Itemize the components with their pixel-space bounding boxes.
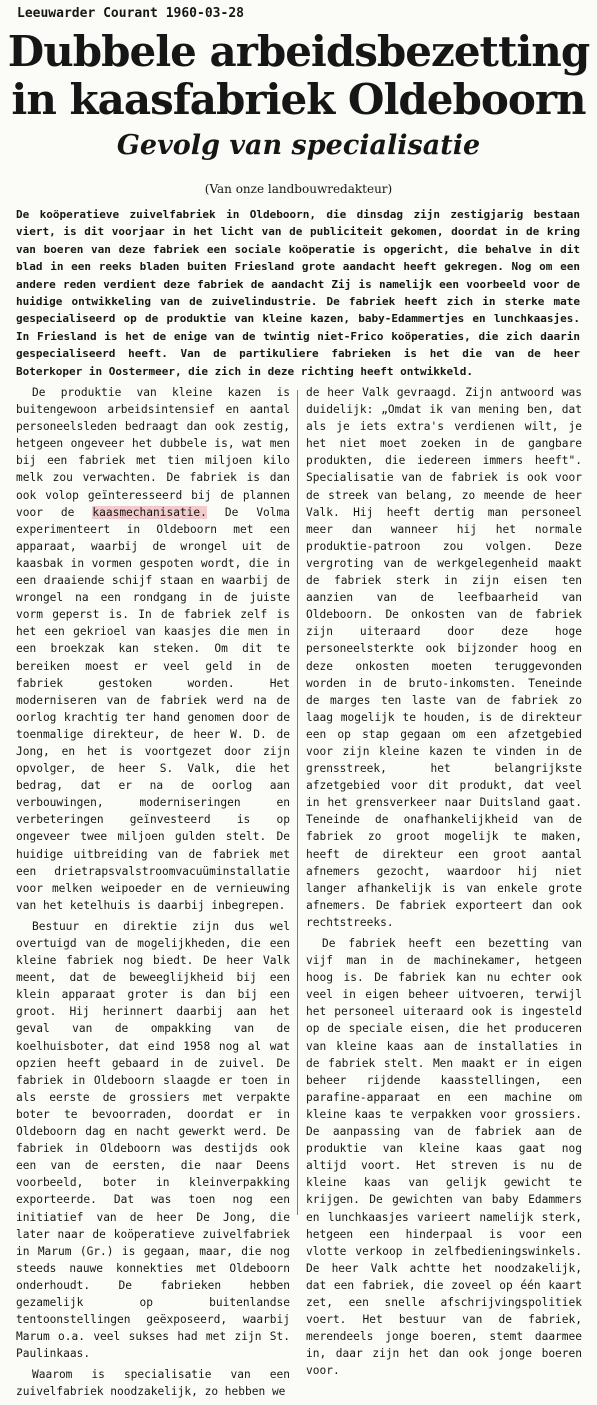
left-paragraph-3: Waarom is specialisatie van een zuivelfabriek noodzakelijk, zo hebben we [16,1368,290,1399]
newspaper-source: Leeuwarder Courant 1960-03-28 [17,6,244,21]
right-paragraph-2: De fabriek heeft een bezetting van vijf man in de machinekamer, hetgeen hoog is. De fabriek kan nu echter ook veel in eigen beheer uitvoeren, terwijl het personeel uiteraard ook is ingesteld op de speciale eisen, die het produceren van kleine kaas aan de installaties in de fabriek stelt. Men maakt er in eigen beheer rijdende kaasstellingen, een parafine-apparaat en een machine om kleine kaas te verpakken voor grossiers. De aanpassing van de fabriek aan de produktie van kleine kaas gaat nog altijd voort. Het streven is nu de kleine kaas van gelijk gewicht te krijgen. De gewichten van baby Edammers en lunchkaasjes varieert namelijk sterk, hetgeen een hinderpaal is voor een vlotte verkoop in zelfbedieningswinkels. De heer Valk achtte het noodzakelijk, dat een fabriek, die zoveel op één kaart zet, een snelle afschrijvingspolitiek voert. Het bestuur van de fabriek, merendeels jonge boeren, stemt daarmee in, daar zijn het dan ook jonge boeren voor. [306,937,582,1378]
column-divider [297,390,298,1215]
subheadline: Gevolg van specialisatie [116,130,481,161]
left-p1-text-b: De Volma experimenteert in Oldeboorn met een apparaat, waarbij de wrongel uit de kaasbak in vormen gespoten wordt, die in een draaiende schijf staan en waarbij de wrongel na een rondgang in de juiste vorm geperst is. In de fabriek zelf is het een gekrioel van kaasjes die men in een broekzak kan steken. Om dit te bereiken moest er veel geld in de fabriek gestoken worden. Het moderniseren van de fabriek werd na de oorlog krachtig ter hand genomen door de toenmalige direkteur, de heer W. D. de Jong, en het is voortgezet door zijn opvolger, de heer S. Valk, die het bedrag, dat er na de oorlog aan verbouwingen, moderniseringen en verbeteringen geïnvesteerd is op ongeveer twee miljoen gulden stelt. De huidige uitbreiding van de fabriek met een drietrapsvalstroomvacuüminstallatie voor melken weipoeder en de vernieuwing van het ketelhuis is daarbij inbegrepen. [16,505,290,912]
left-paragraph-2: Bestuur en direktie zijn dus wel overtuigd van de mogelijkheden, die een kleine fabriek nog biedt. De heer Valk meent, dat de beweeglijkheid bij een klein apparaat groter is dan bij een groot. Hij herinnert daarbij aan het geval van de ompakking van de koelhuisboter, dat eind 1958 nog al wat opzien heeft gebaard in de zuivel. De fabriek in Oldeboorn slaagde er toen in als eerste de grossiers met verpakte boter te bevoorraden, doordat er in Oldeboorn dag en nacht gewerkt werd. De fabriek in Oldeboorn was destijds ook een van de eersten, die naar Deens voorbeeld, boter in kleinverpakking exporteerde. Dat was toen nog een initiatief van de heer De Jong, die later naar de koöperatieve zuivelfabriek in Marum (Gr.) is gegaan, maar, die nog steeds nauwe konnekties met Oldeboorn onderhoudt. De fabrieken hebben gezamelijk op buitenlandse tentoonstellingen geëxposeerd, waarbij Marum o.a. veel sukses had met zijn St. Paulinkaas. [16,919,290,1361]
right-paragraph-1: de heer Valk gevraagd. Zijn antwoord was duidelijk: „Omdat ik van mening ben, dat als je iets extra's verdienen wilt, je het niet moet zoeken in de gangbare produkten, die iedereen immers heeft". Specialisatie van de fabriek is ook voor de streek van belang, zo meende de heer Valk. Hij heeft dertig man personeel meer dan wanneer hij het normale produktie-patroon zou volgen. Deze vergroting van de werkgelegenheid maakt de fabriek sterk in zijn eisen ten aanzien van de leefbaarheid van Oldeboorn. De onkosten van de fabriek zijn uiteraard door deze hoge personeelsterkte ook bijzonder hoog en deze onkosten moeten teruggevonden worden in de bruto-inkomsten. Teneinde de marges ten laste van de fabriek zo laag mogelijk te houden, is de direkteur een op stap gegaan om een afzetgebied voor zijn kleine kazen te vinden in de grensstreek, het belangrijkste afzetgebied voor dit produkt, dat veel in het grensverkeer naar Duitsland gaat. Teneinde de onafhankelijkheid van de fabriek zo groot mogelijk te maken, heeft de direkteur een groot aantal afnemers gezocht, waardoor hij niet langer afhankelijk is van enkele grote afnemers. De fabriek exporteert dan ook rechtstreeks. [306,386,582,929]
headline-line-2: in kaasfabriek Oldeboorn [11,75,586,124]
left-paragraph-1 [16,384,290,914]
right-column [306,384,582,1383]
byline: (Van onze landbouwredakteur) [204,182,393,196]
left-p1-text-a: De produktie van kleine kazen is buitengewoon arbeidsintensief en aantal personeelsleden bedraagt dan ook zestig, hetgeen ongeveer het dubbele is, wat men bij een fabriek met tien miljoen kilo melk zou verwachten. De fabriek is dan ook volop geïnteresseerd bij de plannen voor de [16,386,290,519]
headline-line-1: Dubbele arbeidsbezetting [7,27,590,76]
left-column [16,384,290,1405]
highlighted-word: kaasmechanisatie. [92,505,207,519]
lead-paragraph: De koöperatieve zuivelfabriek in Oldeboorn, die dinsdag zijn zestigjarig bestaan viert, is dit voorjaar in het licht van de publiciteit gekomen, doordat in de kring van boeren van deze fabriek een sociale koöperatie is opgericht, die behalve in dit blad in een reeks bladen buiten Friesland grote aandacht heeft gekregen. Nog om een andere reden verdient deze fabriek de aandacht Zij is namelijk een voorbeeld voor de huidige ontwikkeling van de zuivelindustrie. De fabriek heeft zich in sterke mate gespecialiseerd op de produktie van kleine kazen, baby-Edammertjes en lunchkaasjes. In Friesland is het de enige van de twintig niet-Frico koöperaties, die zich daarin gespecialiseerd heeft. Van de partikuliere fabrieken is het die van de heer Boterkoper in Oostermeer, die zich in deze richting heeft ontwikkeld. [16,208,580,378]
